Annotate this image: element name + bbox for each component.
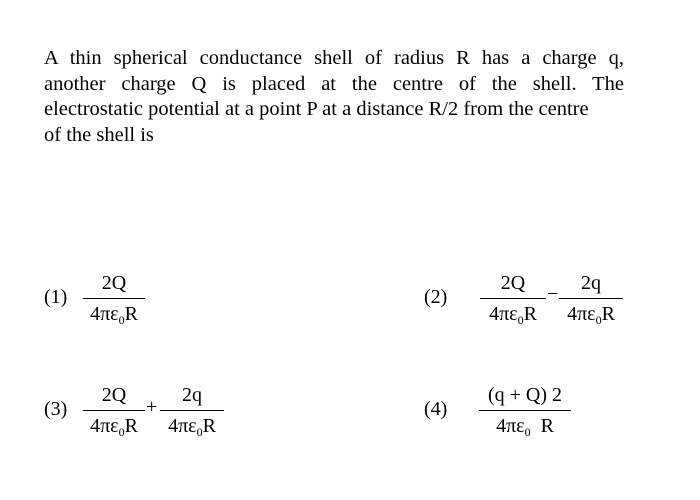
question-text [44, 46, 624, 148]
option-3-operator: + [146, 396, 158, 418]
option-1-denominator: $4\pi\varepsilon_0R$ [90, 303, 138, 327]
option-3-numerator-2: 2q [182, 384, 202, 406]
option-4-number: (4) [424, 398, 448, 420]
option-4-denominator: $4\pi\varepsilon_0$ R [496, 415, 554, 439]
option-3-number: (3) [44, 398, 68, 420]
question-line-3: electrostatic potential at a point P at a distance R/2 from the centre [44, 98, 589, 120]
option-1-fraction [83, 272, 145, 331]
option-2-number: (2) [424, 286, 448, 308]
option-3-fraction-2 [160, 384, 224, 443]
option-1-numerator: 2Q [101, 272, 127, 294]
option-1-number: (1) [44, 286, 68, 308]
question-line-1: A thin spherical conductance shell of radius R has a charge q, [44, 47, 624, 69]
option-3-denominator-2: $4\pi\varepsilon_0R$ [168, 415, 216, 439]
option-3-numerator-1: 2Q [101, 384, 127, 406]
option-2-fraction-1 [480, 272, 546, 331]
option-3-denominator-1: $4\pi\varepsilon_0R$ [90, 415, 138, 439]
question-line-4: of the shell is [44, 123, 154, 146]
option-2-denominator-2: $4\pi\varepsilon_0R$ [567, 303, 615, 327]
option-2-denominator-1: $4\pi\varepsilon_0R$ [489, 303, 537, 327]
question-line-2: another charge Q is placed at the centre of the shell. The [44, 72, 624, 95]
option-2-operator: − [547, 283, 559, 305]
option-2-numerator-1: 2Q [500, 272, 526, 294]
option-2-numerator-2: 2q [581, 272, 601, 294]
option-4-fraction [479, 384, 571, 443]
option-4-numerator: (q + Q) 2 [487, 384, 563, 406]
option-3-fraction-1 [83, 384, 145, 443]
option-2-fraction-2 [559, 272, 623, 331]
